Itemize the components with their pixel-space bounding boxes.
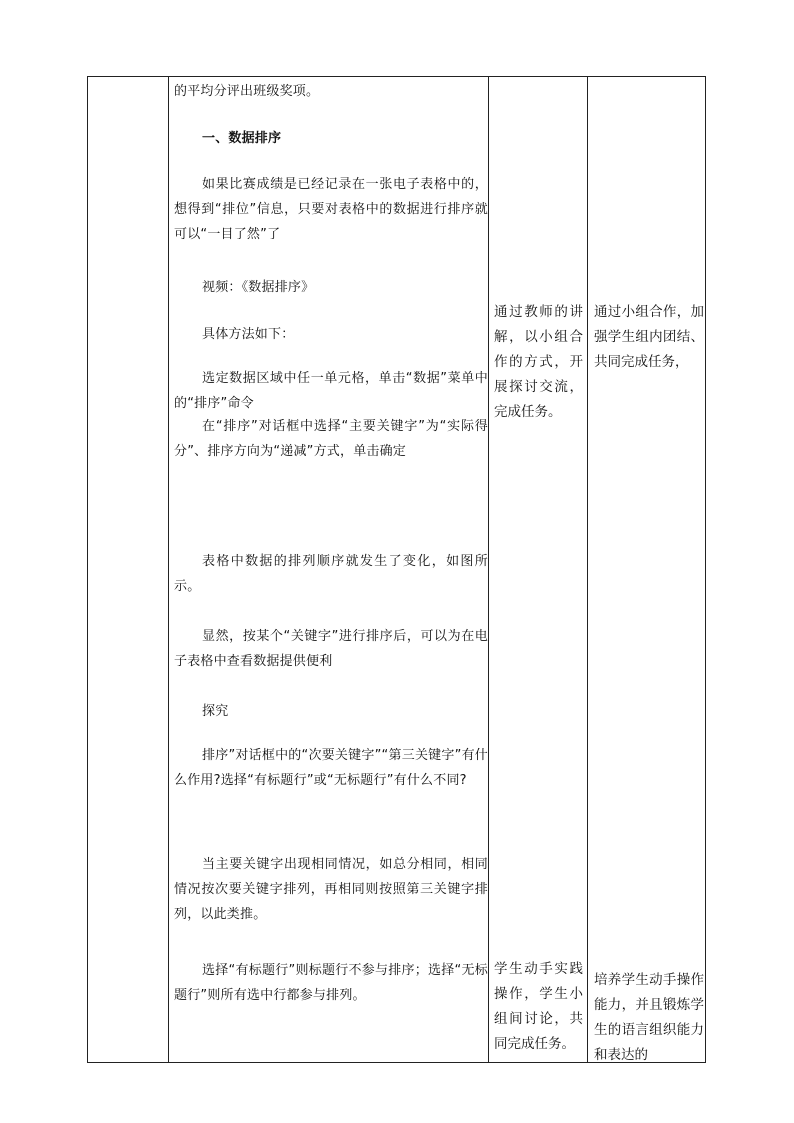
- design-intent-text: 培养学生动手操作能力，并且锻炼学生的语言组织能力和表达的: [594, 972, 704, 1063]
- section-heading: 一、数据排序: [202, 131, 282, 146]
- content-paragraph: 具体方法如下：: [202, 327, 295, 342]
- design-intent-text: 通过小组合作，加强学生组内团结、共同完成任务，: [594, 304, 704, 370]
- column-divider: [587, 77, 588, 1062]
- content-paragraph: 表格中数据的排列顺序就发生了变化，如图所示。: [174, 554, 488, 594]
- column-divider: [168, 77, 169, 1062]
- content-paragraph: 当主要关键字出现相同情况，如总分相同，相同情况按次要关键字排列，再相同则按照第三关键字排列，以此类推。: [174, 857, 488, 922]
- content-paragraph: 视频：《数据排序》: [202, 280, 315, 295]
- content-paragraph: 探究: [202, 704, 229, 719]
- teacher-activity-text: 学生动手实践操作，学生小组间讨论，共同完成任务。: [494, 961, 583, 1052]
- content-paragraph: 如果比赛成绩是已经记录在一张电子表格中的，想得到“排位”信息，只要对表格中的数据进行排序就可以“一目了然”了: [174, 177, 488, 242]
- content-paragraph: 排序”对话框中的“次要关键字”“第三关键字”有什么作用?选择“有标题行”或“无标题行”有什么不同?: [174, 748, 488, 788]
- content-paragraph: 在“排序”对话框中选择“主要关键字”为“实际得分”、排序方向为“递减”方式，单击确定: [174, 419, 488, 459]
- content-paragraph: 显然，按某个“关键字”进行排序后，可以为在电子表格中查看数据提供便利: [174, 629, 488, 669]
- content-paragraph: 的平均分评出班级奖项。: [174, 84, 320, 99]
- content-paragraph: 选定数据区域中任一单元格，单击“数据”菜单中的“排序”命令: [174, 371, 488, 411]
- teacher-activity-text: 通过教师的讲解，以小组合作的方式，开展探讨交流，完成任务。: [494, 304, 583, 420]
- content-paragraph: 选择“有标题行”则标题行不参与排序；选择“无标题行”则所有选中行都参与排列。: [174, 963, 488, 1003]
- lesson-table: [87, 76, 706, 1063]
- column-divider: [488, 77, 489, 1062]
